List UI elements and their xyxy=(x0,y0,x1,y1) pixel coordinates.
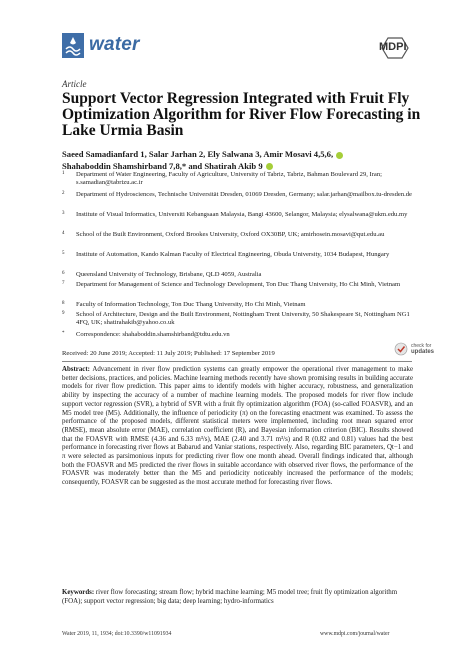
author-line-1: Saeed Samadianfard 1, Salar Jarhan 2, Ely Salwana 3, Amir Mosavi 4,5,6, xyxy=(62,149,422,161)
affiliation-text: School of Architecture, Design and the Built Environment, Nottingham Trent University, 50 Shakespeare St, Nottingham NG1 4FQ, UK; shatirahakib@yahoo.co.uk xyxy=(76,311,410,327)
affiliation-text: Correspondence: shahaboddin.shamshirband@tdtu.edu.vn xyxy=(76,331,230,338)
affiliation-text: Department of Hydrosciences, Technische Universität Dresden, 01069 Dresden, Germany; salar.jarhan@mailbox.tu-dresden.de xyxy=(76,191,412,198)
abstract xyxy=(62,366,413,488)
article-type: Article xyxy=(62,79,87,89)
affiliation-text: Faculty of Information Technology, Ton Duc Thang University, Ho Chi Minh, Vietnam xyxy=(76,301,306,308)
affiliation-number: 3 xyxy=(62,211,65,216)
affiliation-text: Institute of Visual Informatics, Universiti Kebangsaan Malaysia, Bangi 43600, Selangor, Malaysia; elysalwana@ukm.edu.my xyxy=(76,211,408,218)
affiliation-number: 6 xyxy=(62,271,65,276)
keywords-text: river flow forecasting; stream flow; hybrid machine learning; M5 model tree; fruit fly optimization algorithm (FOA); support vector regression; big data; deep learning; hydro-informatics xyxy=(62,589,398,605)
affiliation-number: 9 xyxy=(62,311,65,316)
orcid-icon[interactable] xyxy=(266,163,273,170)
affiliation-number: 2 xyxy=(62,191,65,196)
affiliation-text: Department of Water Engineering, Faculty of Agriculture, University of Tabriz, Tabriz, Bahman Boulevard 29, Iran; s.samadian@tabrizu.ac.ir xyxy=(76,171,382,187)
affiliation-text: Queensland University of Technology, Brisbane, QLD 4059, Australia xyxy=(76,271,262,278)
keywords-label: Keywords: xyxy=(62,589,95,596)
publisher-name: MDPI xyxy=(379,41,407,53)
affiliation-number: 8 xyxy=(62,301,65,306)
affiliation-number: * xyxy=(62,331,65,336)
affiliation-number: 5 xyxy=(62,251,65,256)
abstract-text: Advancement in river flow prediction systems can greatly empower the operational river management to make better decisions, practices, and policies. Machine learning methods recently have shown promising results in building accurate models for river flow prediction. This paper aims to identify models with higher accuracy, robustness, and generalization ability by inspecting the accuracy of a number of machine learning models. The proposed models for river flow include support vector regression (SVR), a hybrid of SVR with a fruit fly optimization algorithm (FOA) (so-called FOASVR), and an M5 model tree (M5). Additionally, the influence of periodicity (π) on the forecasting enactment was examined. To assess the performance of the proposed models, different statistical meters were implemented, including root mean squared error (RMSE), mean absolute error (MAE), correlation coefficient (R), and Bayesian information criterion (BIC). Results showed that the FOASVR with RMSE (4.36 and 6.33 m³/s), MAE (2.40 and 3.71 m³/s) and R (0.82 and 0.81) values had the best performance in forecasting river flows at Babarud and Vaniar stations, respectively. Also, regarding BIC parameters, Qt−1 and π were selected as parsimonious inputs for predicting river flow one month ahead. Overall findings indicated that, although both the FOASVR and M5 predicted the river flows in suitable accordance with observed river flows, the performance of the FOASVR was moderately better than the M5 and periodicity noticeably increased the performance of the models; consequently, FOASVR can be suggested as the most accurate method for forecasting river flows. xyxy=(62,366,414,487)
publication-dates: Received: 20 June 2019; Accepted: 11 July 2019; Published: 17 September 2019 xyxy=(62,350,275,357)
citation-footer: Water 2019, 11, 1934; doi:10.3390/w11091934 xyxy=(62,631,172,637)
check-for-updates-label[interactable]: check for updates xyxy=(411,343,435,355)
affiliation-number: 7 xyxy=(62,281,65,286)
affiliation-text: Institute of Automation, Kando Kalman Faculty of Electrical Engineering, Obuda University, 1034 Budapest, Hungary xyxy=(76,251,390,258)
journal-name: water xyxy=(89,34,140,55)
paper-title: Support Vector Regression Integrated with Fruit Fly Optimization Algorithm for River Flow Forecasting in Lake Urmia Basin xyxy=(62,90,421,139)
abstract-label: Abstract: xyxy=(62,366,90,373)
affiliation-text: School of the Built Environment, Oxford Brookes University, Oxford OX30BP, UK; amirhosein.mosavi@qut.edu.au xyxy=(76,231,385,238)
keywords xyxy=(62,589,413,606)
affiliation-number: 1 xyxy=(62,171,65,176)
orcid-icon[interactable] xyxy=(336,152,343,159)
journal-url[interactable]: www.mdpi.com/journal/water xyxy=(320,631,390,637)
author-line-2: Shahaboddin Shamshirband 7,8,* and Shatirah Akib 9 xyxy=(62,161,422,173)
water-journal-logo-icon xyxy=(62,33,84,58)
divider xyxy=(62,361,412,362)
affiliation-text: Department for Management of Science and Technology Development, Ton Duc Thang University, Ho Chi Minh, Vietnam xyxy=(76,281,401,288)
author-list xyxy=(62,149,422,172)
affiliation-number: 4 xyxy=(62,231,65,236)
